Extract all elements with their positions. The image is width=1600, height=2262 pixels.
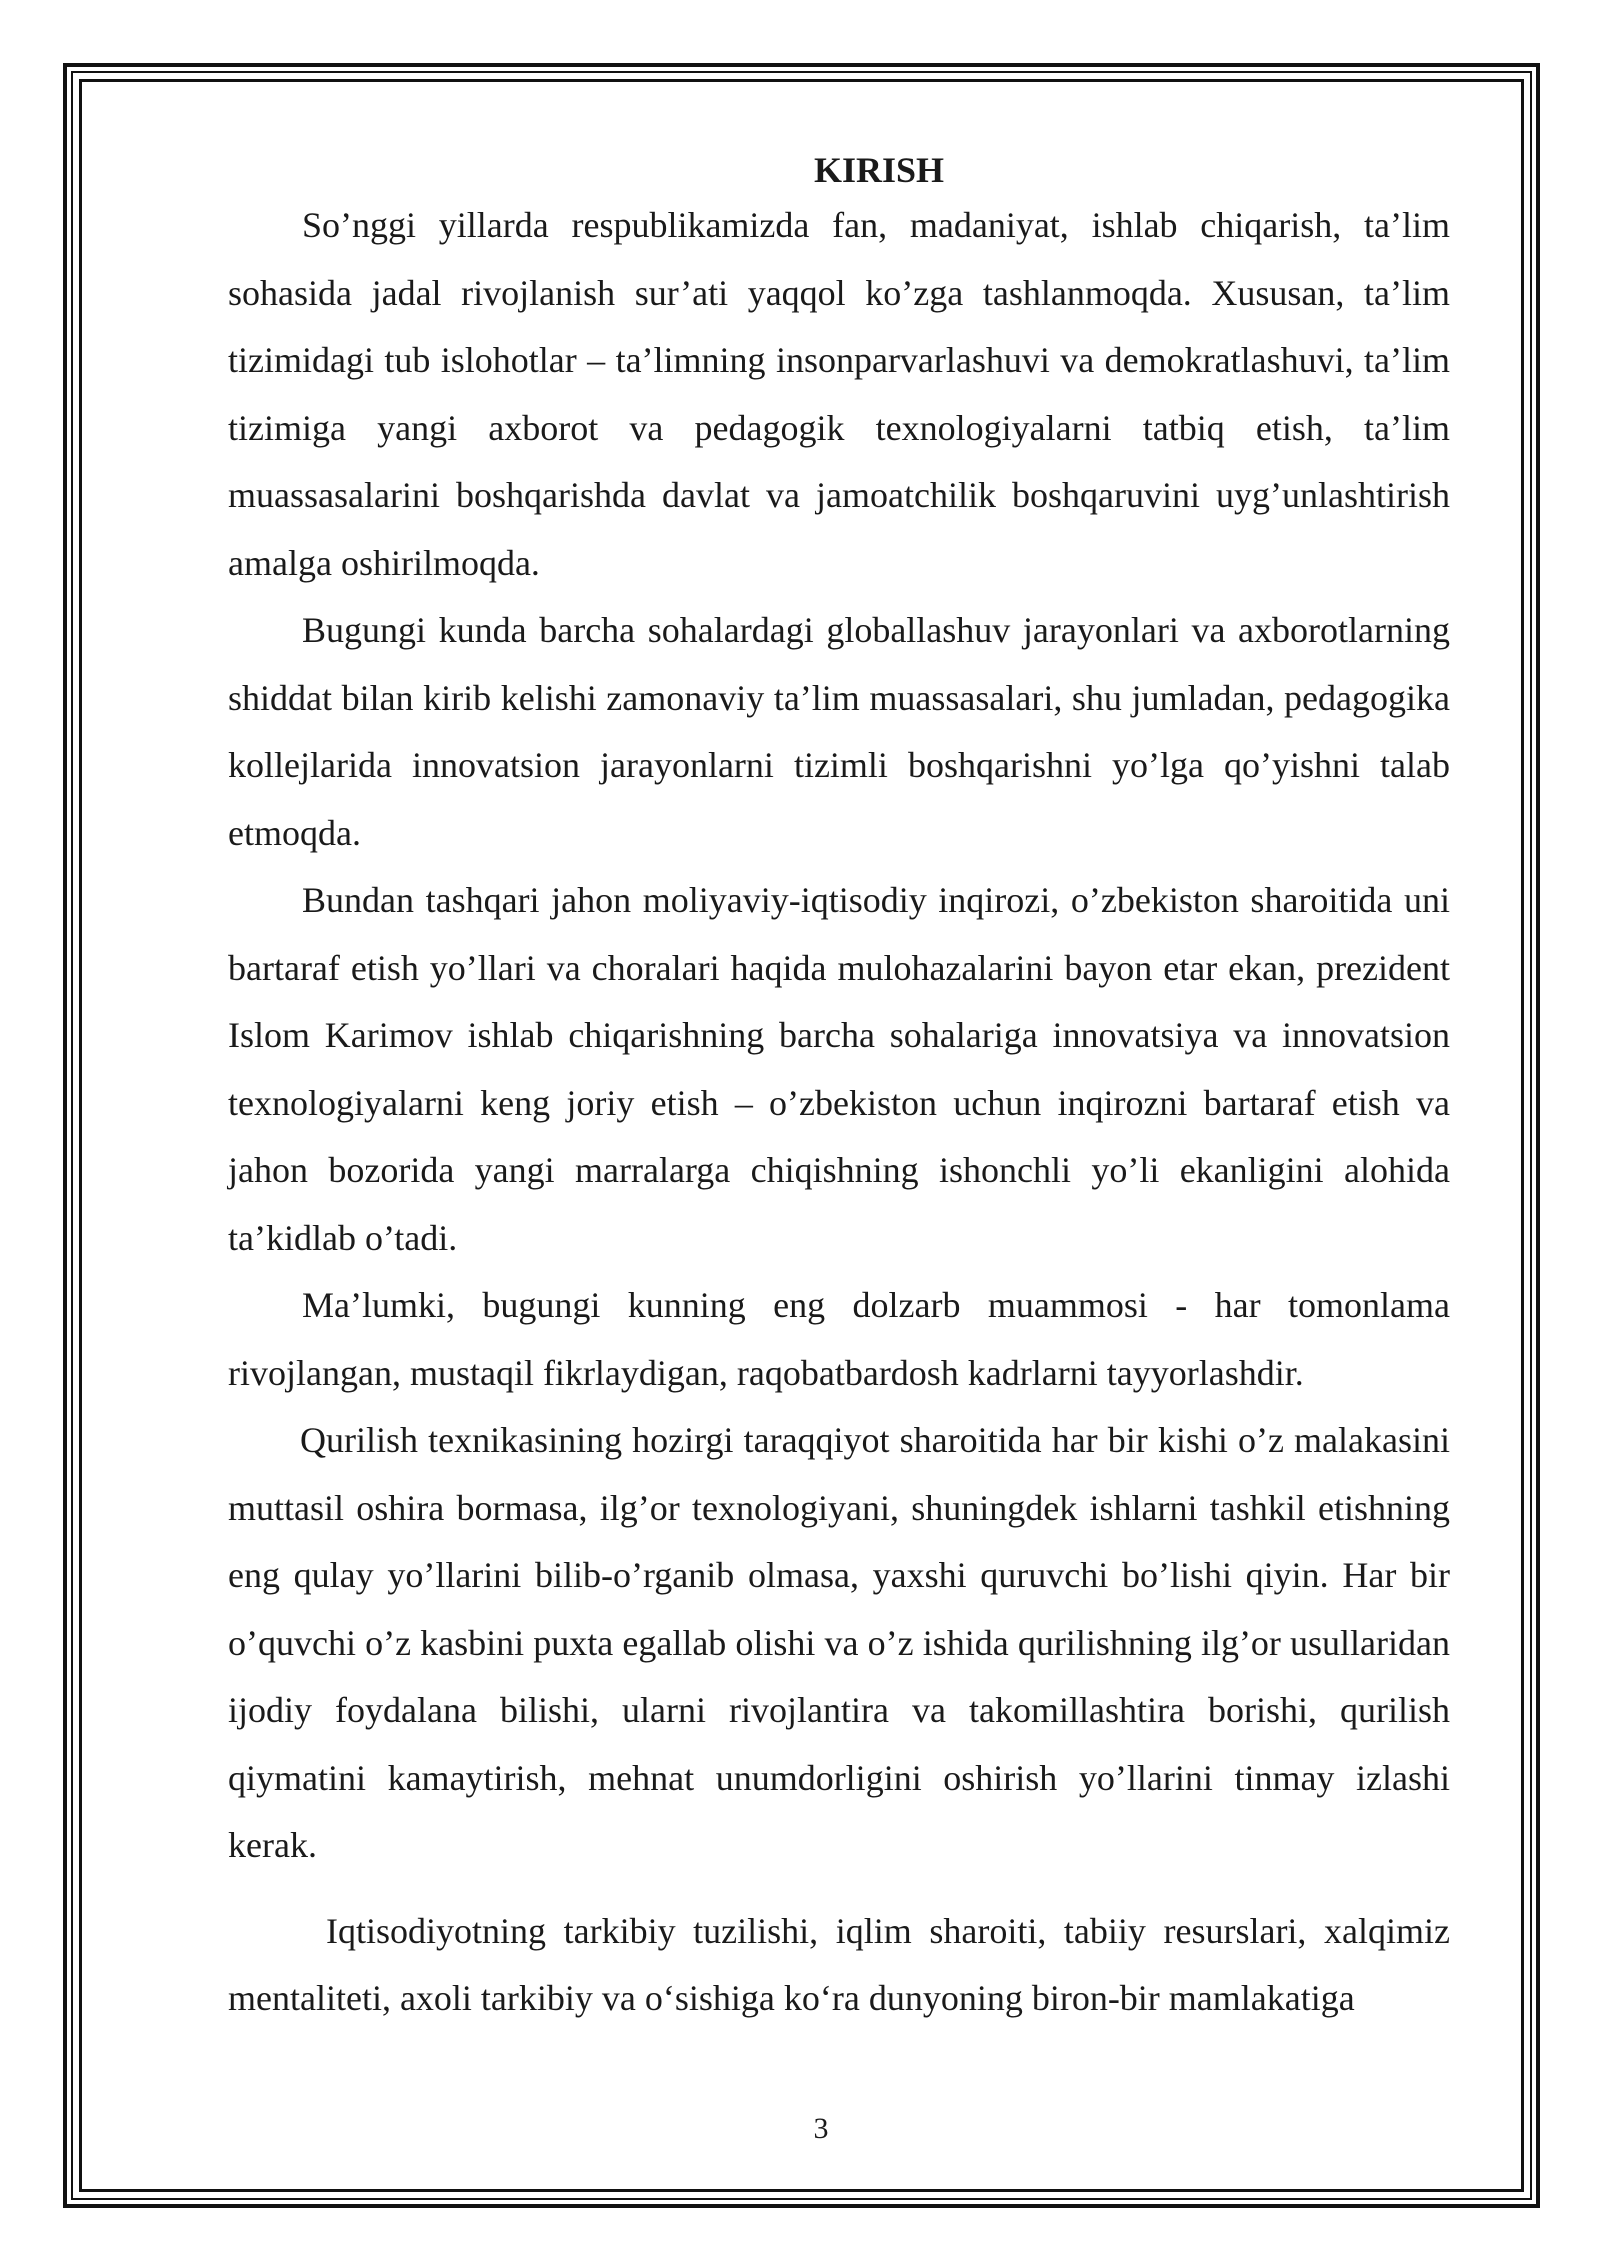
paragraph: Qurilish texnikasining hozirgi taraqqiyot sharoitida har bir kishi o’z malakasini muttasil oshira bormasa, ilg’or texnologiyani, shuningdek ishlarni tashkil etishning eng qulay yo’llarini bilib-o’rganib olmasa, yaxshi quruvchi bo’lishi qiyin. Har bir o’quvchi o’z kasbini puxta egallab olishi va o’z ishida qurilishning ilg’or usullaridan ijodiy foydalana bilishi, ularni rivojlantira va takomillashtira borishi, qurilish qiymatini kamaytirish, mehnat unumdorligini oshirish yo’llarini tinmay izlashi kerak. <box>228 1420 1450 1865</box>
paragraph: Bundan tashqari jahon moliyaviy-iqtisodiy inqirozi, o’zbekiston sharoitida uni bartaraf etish yo’llari va choralari haqida mulohazalarini bayon etar ekan, prezident Islom Karimov ishlab chiqarishning barcha sohalariga innovatsiya va innovatsion texnologiyalarni keng joriy etish – o’zbekiston uchun inqirozni bartaraf etish va jahon bozorida yangi marralarga chiqishning ishonchli yo’li ekanligini alohida ta’kidlab o’tadi. <box>228 880 1450 1258</box>
page-number: 3 <box>813 2112 829 2145</box>
paragraph: Iqtisodiyotning tarkibiy tuzilishi, iqlim sharoiti, tabiiy resurslari, xalqimiz mentaliteti, axoli tarkibiy va o‘sishiga ko‘ra dunyoning biron-bir mamlakatiga <box>228 1910 1450 2018</box>
paragraph: Ma’lumki, bugungi kunning eng dolzarb muammosi - har tomonlama rivojlangan, mustaqil fikrlaydigan, raqobatbardosh kadrlarni tayyorlashdir. <box>228 1285 1450 1393</box>
section-title: KIRISH <box>813 150 945 190</box>
paragraph: Bugungi kunda barcha sohalardagi globallashuv jarayonlari va axborotlarning shiddat bilan kirib kelishi zamonaviy ta’lim muassasalari, shu jumladan, pedagogika kollejlarida innovatsion jarayonlarni tizimli boshqarishni yo’lga qo’yishni talab etmoqda. <box>228 610 1450 853</box>
page-content <box>228 148 1450 2033</box>
paragraph: So’nggi yillarda respublikamizda fan, madaniyat, ishlab chiqarish, ta’lim sohasida jadal rivojlanish sur’ati yaqqol ko’zga tashlanmoqda. Xususan, ta’lim tizimidagi tub islohotlar – ta’limning insonparvarlashuvi va demokratlashuvi, ta’lim tizimiga yangi axborot va pedagogik texnologiyalarni tatbiq etish, ta’lim muassasalarini boshqarishda davlat va jamoatchilik boshqaruvini uyg’unlashtirish amalga oshirilmoqda. <box>228 205 1450 583</box>
